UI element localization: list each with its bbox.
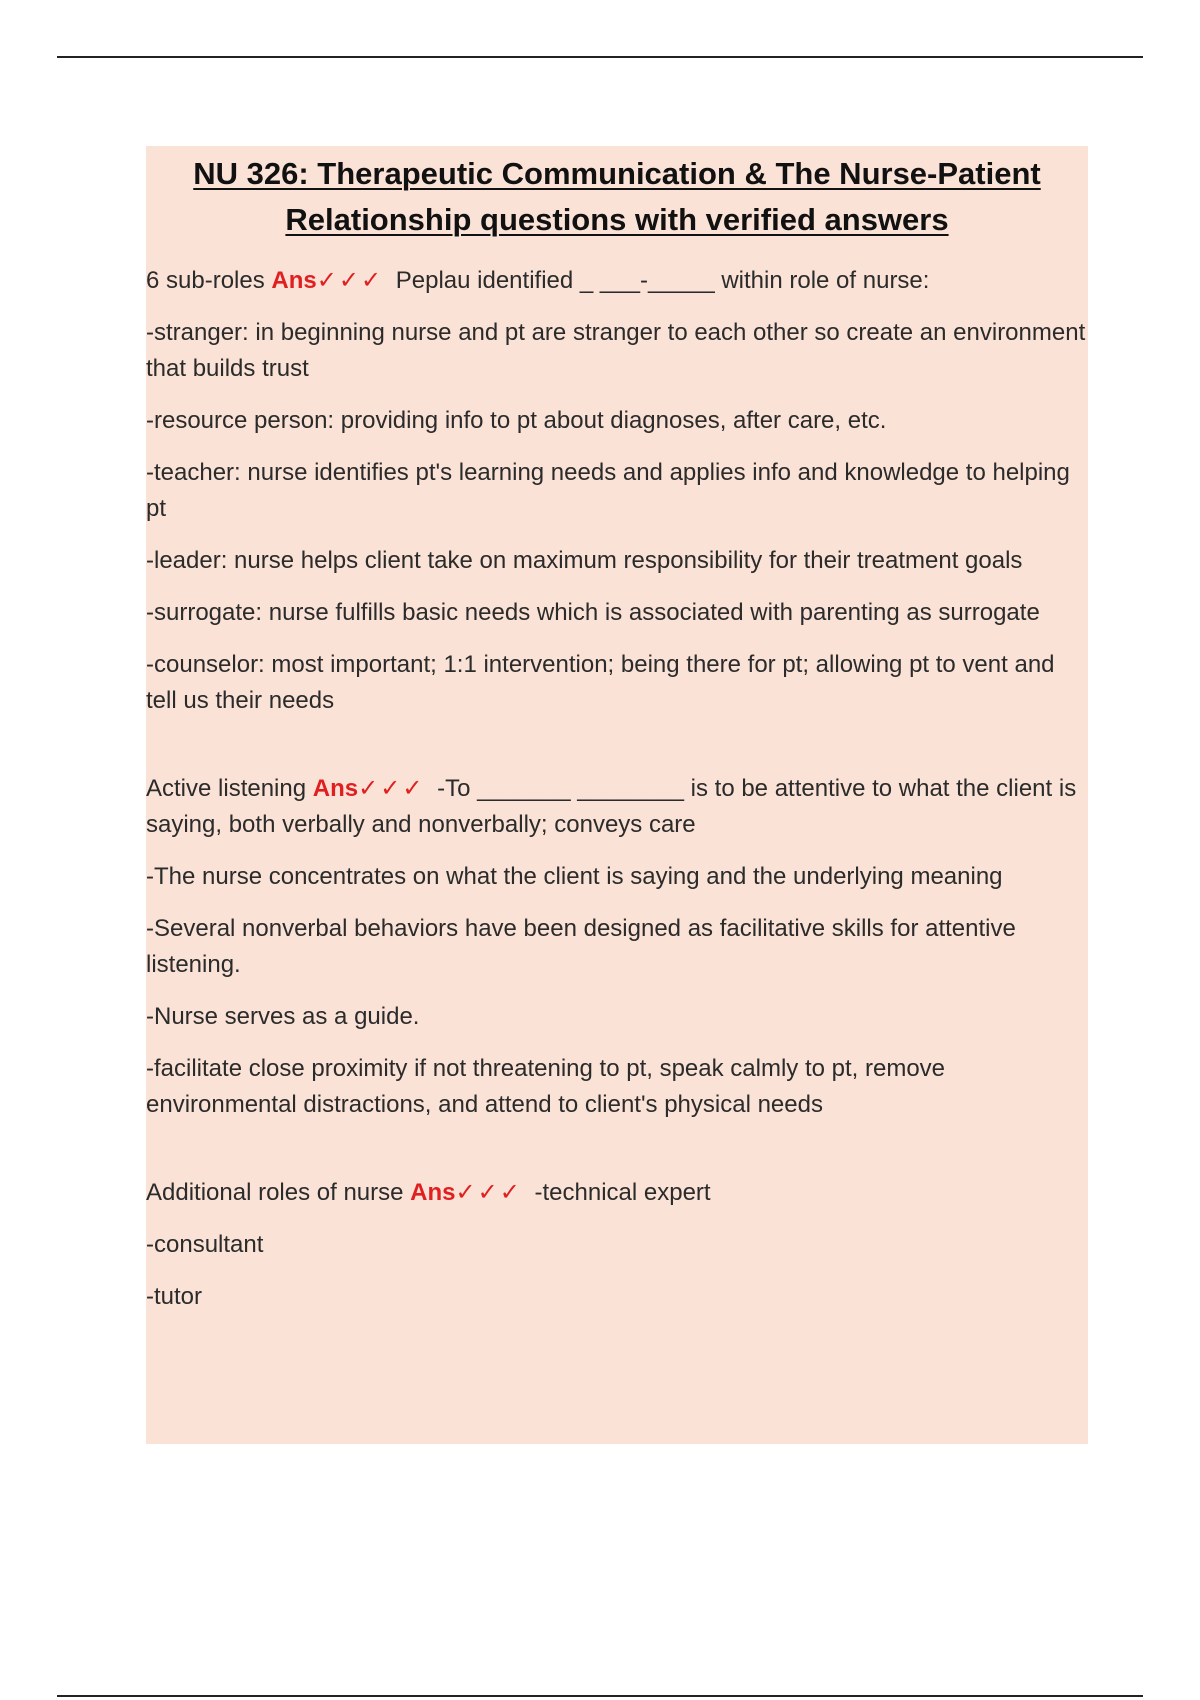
bottom-rule bbox=[57, 1695, 1143, 1697]
qa-first-line bbox=[146, 1175, 1088, 1211]
title-line-1: NU 326: Therapeutic Communication & The Nurse-Patient bbox=[193, 156, 1041, 191]
answer-line: -To _______ ________ is to be attentive to what the client is saying, both verbally and nonverbally; conveys care bbox=[146, 775, 1077, 838]
answer-marker: Ans bbox=[312, 775, 359, 802]
answer-line: -leader: nurse helps client take on maximum responsibility for their treatment goals bbox=[146, 547, 1023, 574]
answer-line: -The nurse concentrates on what the client is saying and the underlying meaning bbox=[146, 863, 1003, 890]
answer-line: -counselor: most important; 1:1 intervention; being there for pt; allowing pt to vent and tell us their needs bbox=[146, 651, 1055, 714]
qa-item-additional-roles bbox=[146, 1175, 1088, 1315]
check-marks-icon: ✓✓✓ bbox=[316, 267, 384, 294]
answer-line: -surrogate: nurse fulfills basic needs which is associated with parenting as surrogate bbox=[146, 599, 1040, 626]
answer-line: -stranger: in beginning nurse and pt are stranger to each other so create an environment that builds trust bbox=[146, 319, 1086, 382]
qa-first-line bbox=[146, 263, 1088, 299]
answer-line: Peplau identified _ ___-_____ within role of nurse: bbox=[395, 267, 930, 294]
answer-line: -facilitate close proximity if not threatening to pt, speak calmly to pt, remove environmental distractions, and attend to client's physical needs bbox=[146, 1055, 946, 1118]
answer-line: -Several nonverbal behaviors have been designed as facilitative skills for attentive listening. bbox=[146, 915, 1016, 978]
title-line-2: Relationship questions with verified answers bbox=[285, 202, 949, 237]
answer-line: -Nurse serves as a guide. bbox=[146, 1003, 420, 1030]
answer-marker: Ans bbox=[410, 1179, 456, 1206]
qa-first-line bbox=[146, 771, 1088, 843]
answer-line: -resource person: providing info to pt about diagnoses, after care, etc. bbox=[146, 407, 887, 434]
question-text: Active listening bbox=[146, 775, 307, 802]
answer-line: -tutor bbox=[146, 1283, 203, 1310]
question-text: 6 sub-roles bbox=[146, 267, 265, 294]
qa-item-active-listening bbox=[146, 771, 1088, 1123]
document-content bbox=[146, 146, 1088, 1444]
answer-line: -consultant bbox=[146, 1231, 264, 1258]
top-rule bbox=[57, 56, 1143, 58]
document-title bbox=[146, 146, 1088, 243]
check-marks-icon: ✓✓✓ bbox=[455, 1179, 522, 1206]
answer-line: -technical expert bbox=[534, 1179, 711, 1206]
answer-line: -teacher: nurse identifies pt's learning needs and applies info and knowledge to helping pt bbox=[146, 459, 1070, 522]
check-marks-icon: ✓✓✓ bbox=[358, 775, 425, 802]
answer-marker: Ans bbox=[271, 267, 317, 294]
qa-item-sub-roles bbox=[146, 263, 1088, 719]
question-text: Additional roles of nurse bbox=[146, 1179, 404, 1206]
